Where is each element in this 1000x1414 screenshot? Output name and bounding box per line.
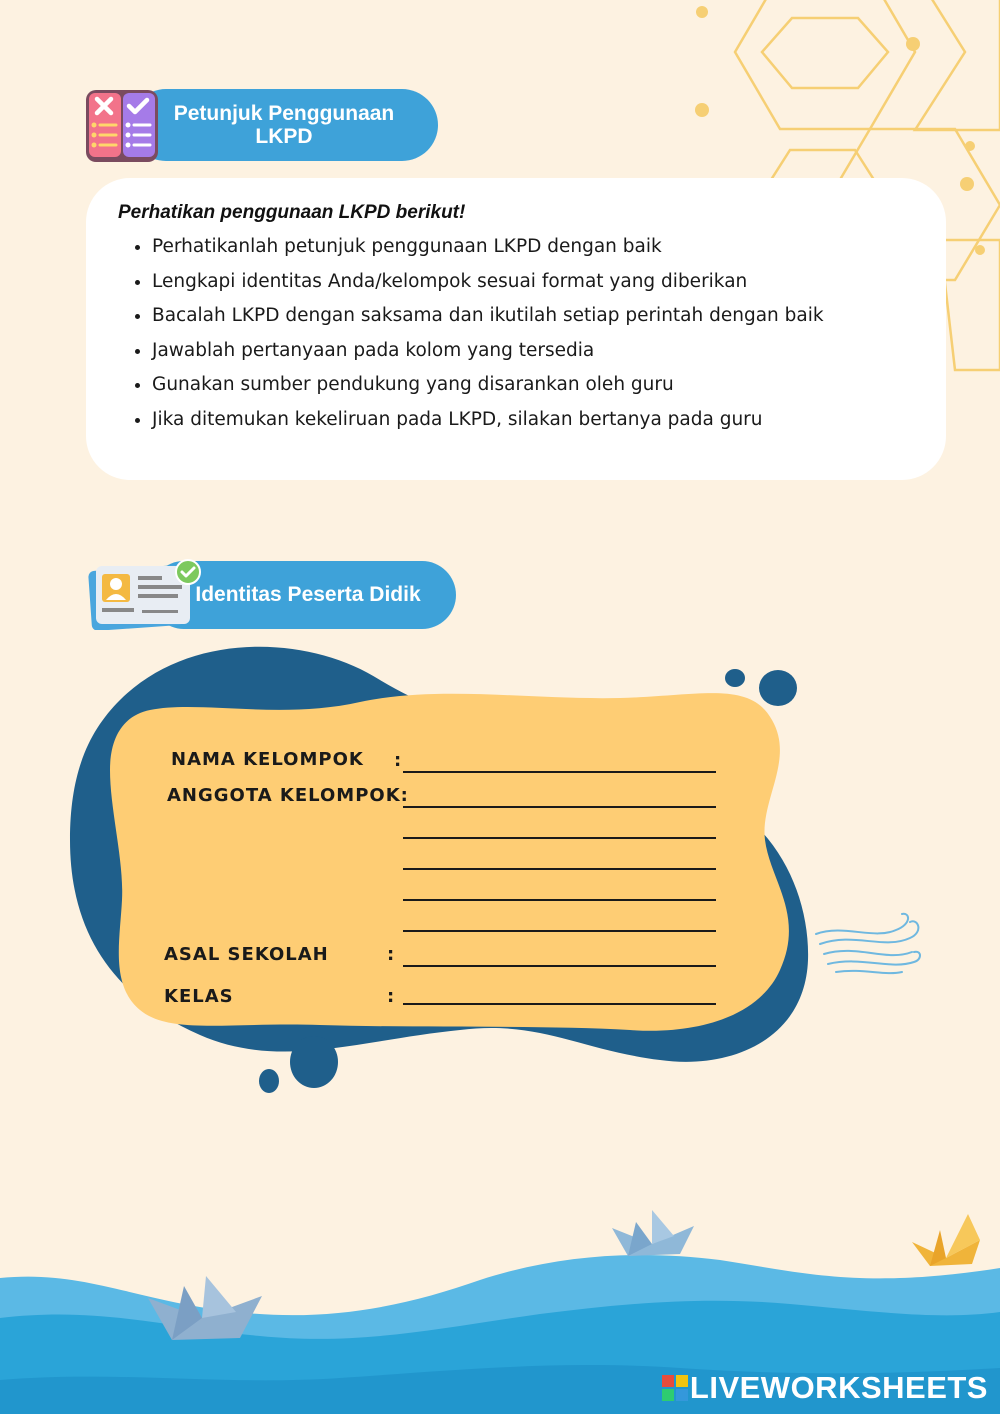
list-item: • Bacalah LKPD dengan saksama dan ikutilah setiap perintah dengan baik [152, 299, 952, 334]
form-background-blob [60, 640, 820, 1100]
group-member-field-4[interactable] [403, 899, 716, 901]
group-member-field-1[interactable] [403, 806, 716, 808]
list-item: • Lengkapi identitas Anda/kelompok sesuai format yang diberikan [152, 265, 952, 300]
group-name-field[interactable] [403, 771, 716, 773]
class-colon: : [387, 986, 395, 1007]
group-member-field-2[interactable] [403, 837, 716, 839]
group-name-colon: : [394, 750, 402, 771]
paper-boat-middle-icon [612, 1210, 694, 1256]
instructions-card [86, 178, 946, 480]
instructions-title-line2: LKPD [255, 125, 313, 148]
list-item: • Perhatikanlah petunjuk penggunaan LKPD dengan baik [152, 230, 952, 265]
paper-boat-yellow-icon [912, 1214, 980, 1266]
identity-title: Identitas Peserta Didik [195, 583, 421, 606]
watermark-text: LIVEWORKSHEETS [689, 1370, 988, 1405]
class-label: KELAS [164, 986, 234, 1007]
checklist-icon [84, 88, 160, 164]
group-members-label: ANGGOTA KELOMPOK: [167, 785, 409, 806]
instructions-title-line1: Petunjuk Penggunaan [173, 102, 395, 125]
school-colon: : [387, 944, 395, 965]
liveworksheets-logo-icon [662, 1375, 688, 1401]
group-member-field-5[interactable] [403, 930, 716, 932]
wind-icon [814, 910, 926, 980]
list-item: • Gunakan sumber pendukung yang disarankan oleh guru [152, 368, 952, 403]
school-field[interactable] [403, 965, 716, 967]
list-item: • Jawablah pertanyaan pada kolom yang tersedia [152, 334, 952, 369]
instructions-list [130, 230, 952, 438]
instructions-heading: Perhatikan penggunaan LKPD berikut! [118, 202, 466, 223]
group-member-field-3[interactable] [403, 868, 716, 870]
id-card-icon [86, 558, 202, 630]
liveworksheets-watermark [662, 1370, 988, 1406]
instructions-title-pill [130, 89, 438, 161]
class-field[interactable] [403, 1003, 716, 1005]
list-item: • Jika ditemukan kekeliruan pada LKPD, silakan bertanya pada guru [152, 403, 952, 438]
school-label: ASAL SEKOLAH [164, 944, 329, 965]
group-name-label: NAMA KELOMPOK [171, 749, 364, 770]
